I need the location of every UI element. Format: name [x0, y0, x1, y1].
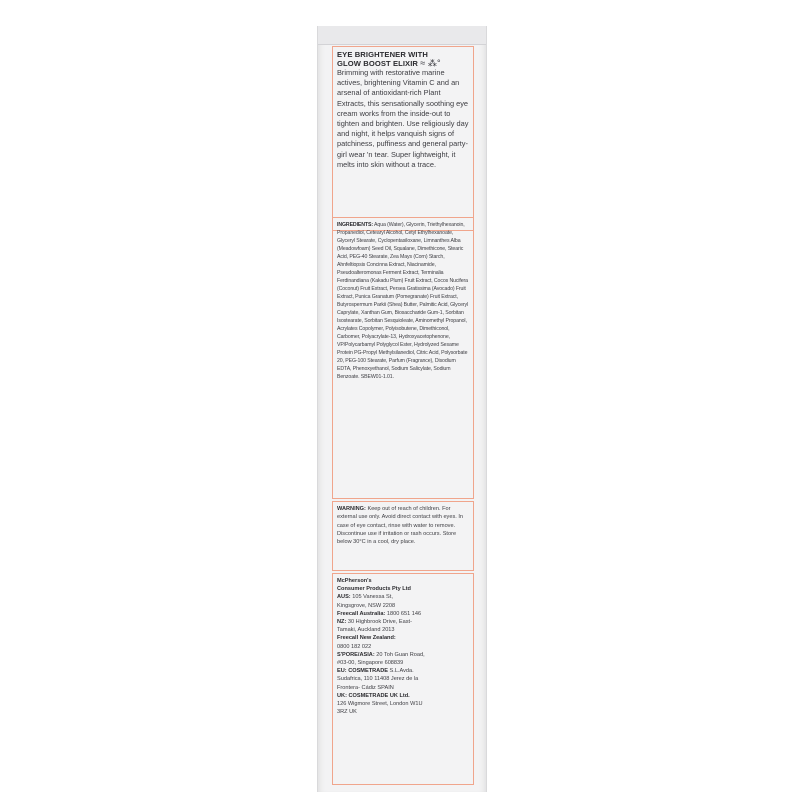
uk-address-line2: 3RZ UK: [337, 709, 357, 716]
company-name-line1: McPherson's: [337, 578, 372, 584]
nz-address-line1: NZ: 30 Highbrook Drive, East-: [337, 619, 412, 626]
description-text: Brimming with restorative marine actives, brightening Vitamin C and an arsenal of antioxidant-rich Plant Extracts, this sensationally soothing eye cream works from the inside-out to tighten and brighten. Use religiously day and night, it helps vanquish signs of patchiness, puffiness and general party-girl wear 'n tear. Super lightweight, it melts into skin without a trace.: [337, 68, 469, 169]
wave-sparkle-icon: ≈ ⁂°: [420, 58, 441, 68]
company-name-line2: Consumer Products Pty Ltd: [337, 586, 411, 593]
sg-address-line1: S'PORE/ASIA: 20 Toh Guan Road,: [337, 651, 425, 658]
nz-freecall-label: Freecall New Zealand:: [337, 635, 396, 642]
ingredients-list: [337, 221, 469, 381]
eu-address-line3: Frontera- Cádiz SPAIN: [337, 684, 394, 691]
warning-text: Keep out of reach of children. For external use only. Avoid direct contact with eyes. In case of eye contact, rinse with water to remove. Discontinue use if irritation or rash occurs. Store below 30°C in a cool, dry place.: [337, 506, 464, 546]
aus-address-line1: AUS: 105 Vanessa St,: [337, 594, 393, 601]
aus-freecall: Freecall Australia: 1800 651 146: [337, 610, 422, 617]
ingredients-panel: [332, 217, 474, 499]
warning-label: WARNING:: [337, 506, 366, 512]
sg-address-line2: #03-00, Singapore 608839: [337, 660, 404, 667]
product-box-side: [317, 26, 487, 792]
uk-address-line1: 126 Wigmore Street, London W1U: [337, 701, 423, 708]
distributor-panel: [332, 573, 474, 785]
distributor-info: [337, 577, 469, 716]
product-title: EYE BRIGHTENER WITH GLOW BOOST ELIXIR ≈ ⁂°: [337, 50, 441, 68]
eu-address-line2: Sudafrica, 110 11408 Jerez de la: [337, 676, 419, 683]
nz-freecall-number: 0800 182 022: [337, 643, 372, 650]
aus-address-line2: Kingsgrove, NSW 2208: [337, 602, 396, 609]
nz-address-line2: Tamaki, Auckland 2013: [337, 627, 395, 634]
uk-address-label: UK: COSMETRADE UK Ltd.: [337, 692, 410, 699]
warning-panel: [332, 501, 474, 571]
eu-address-line1: EU: COSMETRADE S.L.Avda.: [337, 668, 414, 675]
description-panel: [332, 46, 474, 231]
warning-text-block: [337, 505, 469, 546]
ingredients-label: INGREDIENTS:: [337, 222, 373, 228]
box-top-fold: [318, 26, 486, 45]
ingredients-text: Aqua (Water), Glycerin, Triethylhexanoin, Propanediol, Cetearyl Alcohol, Cetyl Ethylhexanoate, Glyceryl Stearate, Cyclopentasiloxane, Limnanthes Alba (Meadowfoam) Seed Oil, Squalane, Dimethicone, Stearic Acid, PEG-40 Stearate, Zea Mays (Corn) Starch, Ahnfeltiopsis Concinna Extract, Niacinamide, Pseudoalteromonas Ferment Extract, Terminalia Ferdinandiana (Kakadu Plum) Fruit Extract, Cocos Nucifera (Coconut) Fruit Extract, Persea Gratissima (Avocado) Fruit Extract, Punica Granatum (Pomegranate) Fruit Extract, Butyrospermum Parkii (Shea) Butter, Palmitic Acid, Glyceryl Caprylate, Xanthan Gum, Biosaccharide Gum-1, Sorbitan Isostearate, Sorbitan Sesquioleate, Aminomethyl Propanol, Acrylates Copolymer, Polyisobutene, Dimethiconol, Carbomer, Polyacrylate-13, Hydroxyacetophenone, VP/Polycarbamyl Polyglycol Ester, Hydrolyzed Sesame Protein PG-Propyl Methylsilanediol, Citric Acid, Polysorbate 20, PEG-100 Stearate, Parfum (Fragrance), Disodium EDTA, Phenoxyethanol, Sodium Salicylate, Sodium Benzoate. SBEW01-1.01.: [337, 222, 469, 380]
